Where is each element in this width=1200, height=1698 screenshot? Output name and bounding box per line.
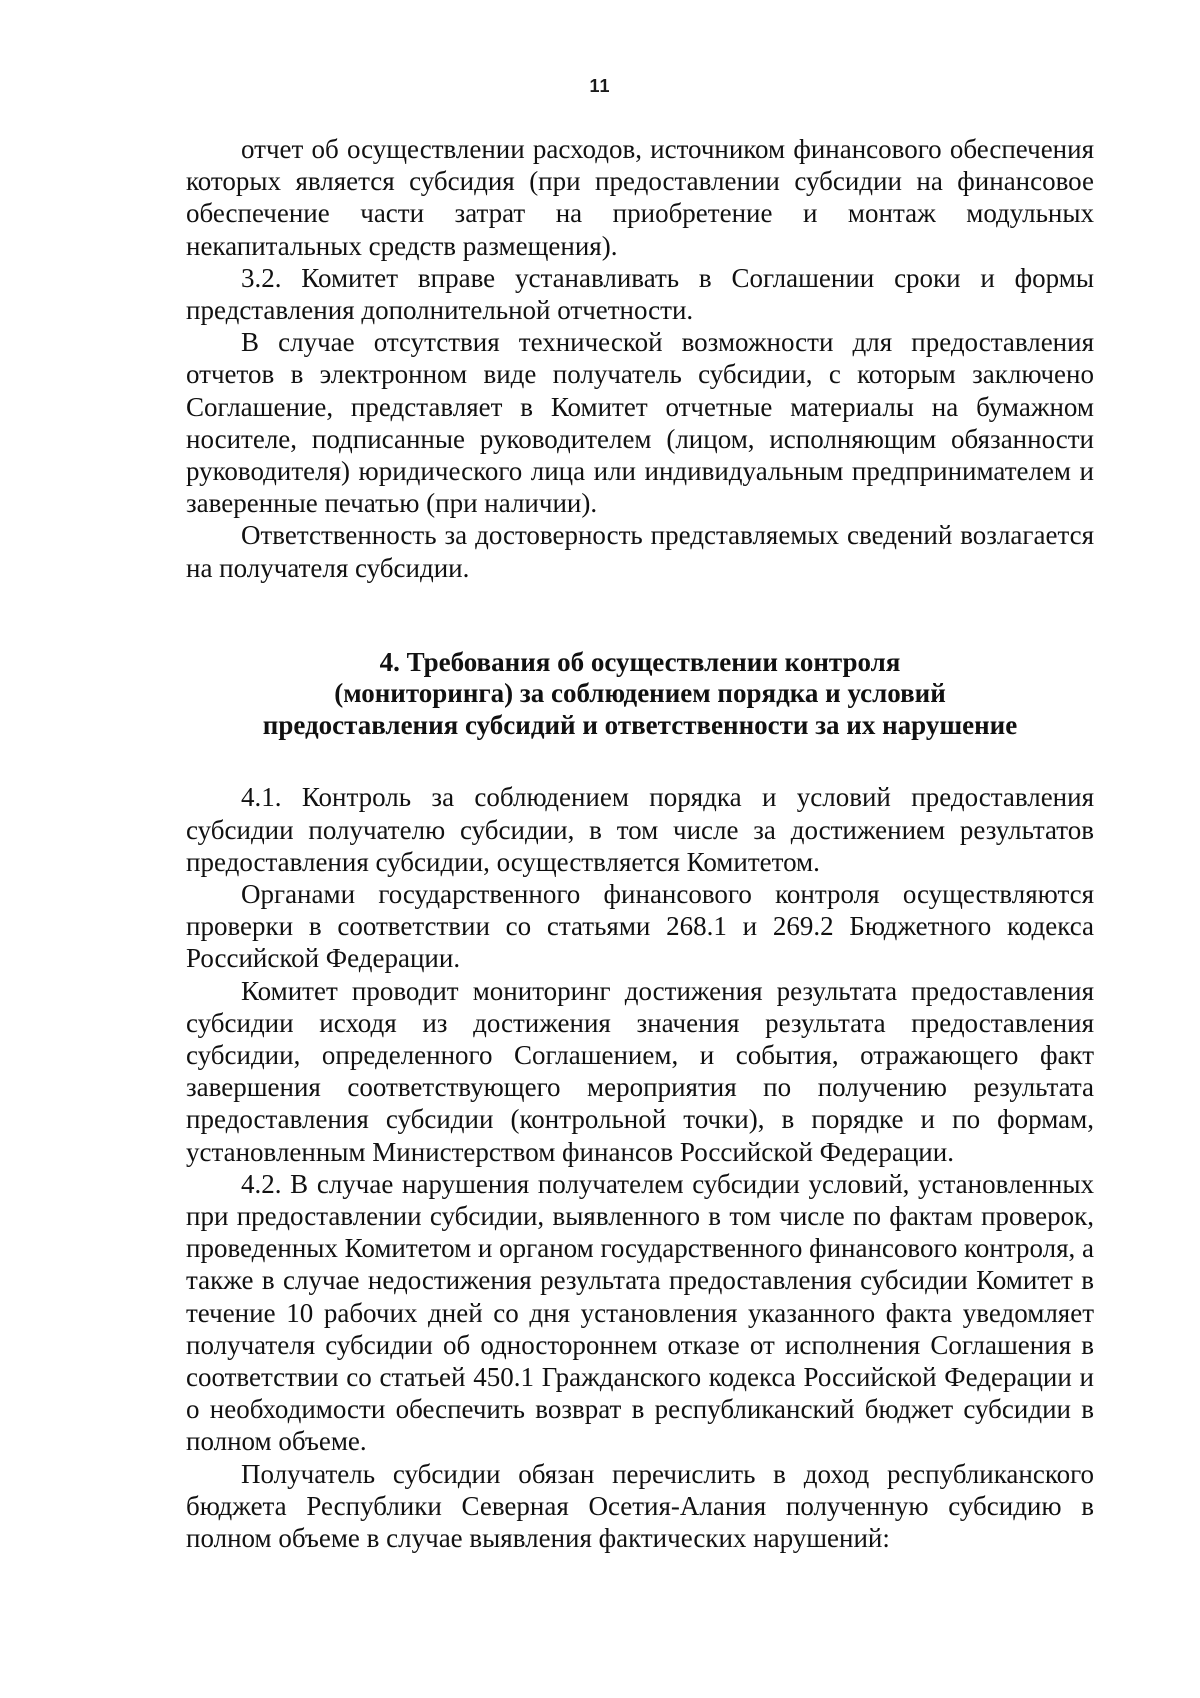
paragraph-refund-obligation: Получатель субсидии обязан перечислить в доход республиканского бюджета Республики Северная Осетия-Алания полученную субсидию в полном объеме в случае выявления фактических нарушений: [186,1458,1094,1554]
paragraph-paper-reports: В случае отсутствия технической возможности для предоставления отчетов в электронном виде получатель субсидии, с которым заключено Соглашение, представляет в Комитет отчетные материалы на бумажном носителе, подписанные руководителем (лицом, исполняющим обязанности руководителя) юридического лица или индивидуальным предпринимателем и заверенные печатью (при наличии). [186,327,1094,519]
paragraph-report-continuation: отчет об осуществлении расходов, источником финансового обеспечения которых является субсидия (при предоставлении субсидии на финансовое обеспечение части затрат на приобретение и монтаж модульных некапитальных средств размещения). [186,134,1094,261]
paragraph-financial-control: Органами государственного финансового контроля осуществляются проверки в соответствии со статьями 268.1 и 269.2 Бюджетного кодекса Российской Федерации. [186,878,1094,974]
paragraph-4-2: 4.2. В случае нарушения получателем субсидии условий, установленных при предоставлении субсидии, выявленного в том числе по фактам проверок, проведенных Комитетом и органом государственного финансового контроля, а также в случае недостижения результата предоставления субсидии Комитет в течение 10 рабочих дней со дня установления указанного факта уведомляет получателя субсидии об одностороннем отказе от исполнения Соглашения в соответствии со статьей 450.1 Гражданского кодекса Российской Федерации и о необходимости обеспечить возврат в республиканский бюджет субсидии в полном объеме. [186,1168,1094,1457]
paragraph-4-1: 4.1. Контроль за соблюдением порядка и условий предоставления субсидии получателю субсидии, в том числе за достижением результатов предоставления субсидии, осуществляется Комитетом. [186,782,1094,877]
paragraph-monitoring: Комитет проводит мониторинг достижения результата предоставления субсидии исходя из достижения значения результата предоставления субсидии, определенного Соглашением, и события, отражающего факт завершения соответствующего мероприятия по получению результата предоставления субсидии (контрольной точки), в порядке и по формам, установленным Министерством финансов Российской Федерации. [186,975,1094,1167]
section-title-line: (мониторинга) за соблюдением порядка и условий [334,678,946,709]
section-title-line: 4. Требования об осуществлении контроля [379,646,901,677]
section-title-line: предоставления субсидий и ответственности за их нарушение [262,709,1018,740]
paragraph-3-2: 3.2. Комитет вправе устанавливать в Соглашении сроки и формы представления дополнительной отчетности. [186,262,1094,326]
paragraph-responsibility: Ответственность за достоверность представляемых сведений возлагается на получателя субсидии. [186,520,1094,583]
document-body [186,133,1094,1554]
section-4-title [186,647,1094,742]
page-number: 11 [589,76,611,96]
